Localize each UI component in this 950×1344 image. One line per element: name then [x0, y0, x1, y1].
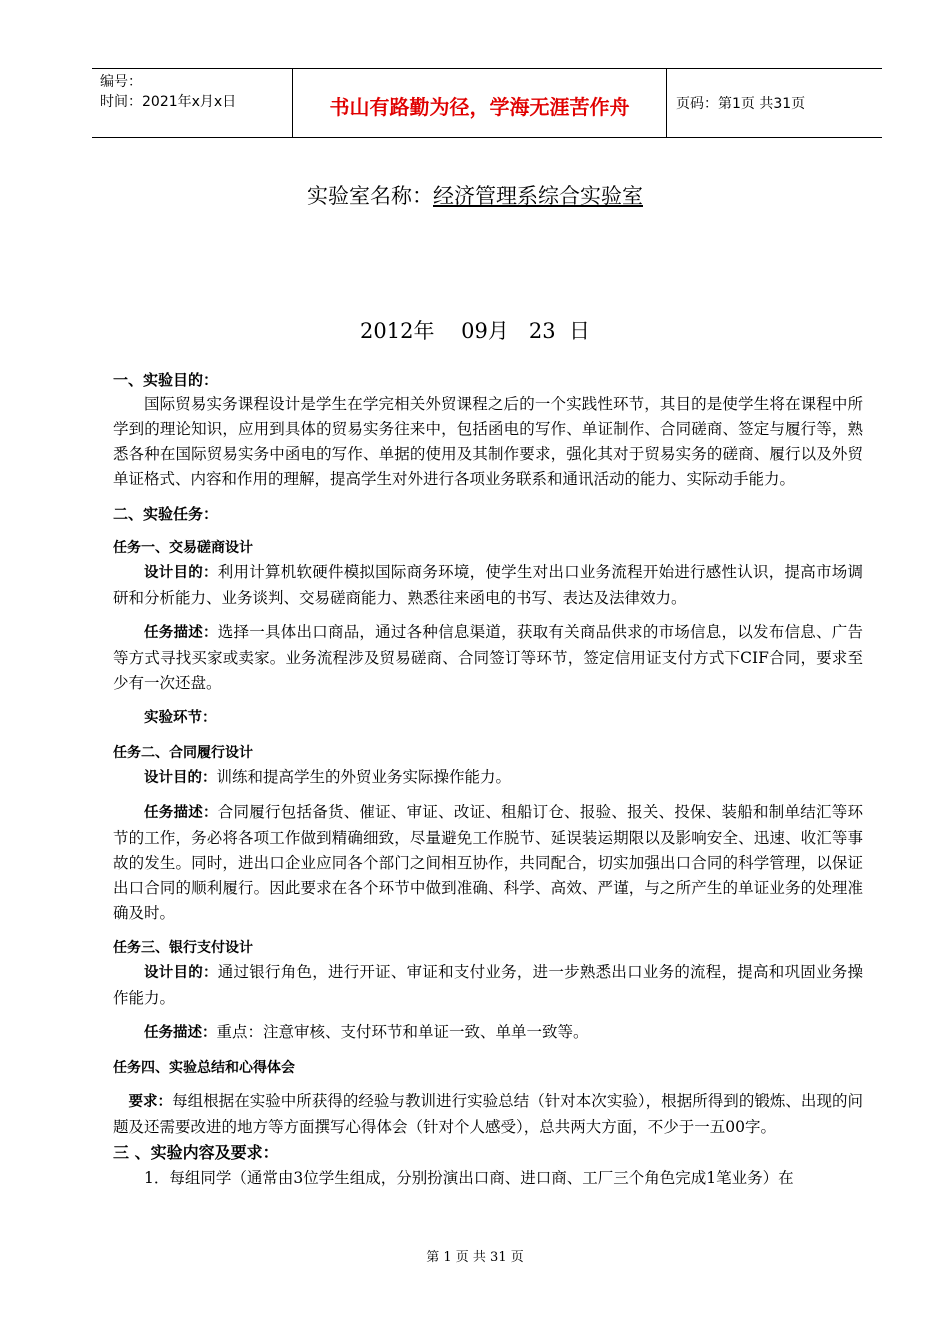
document-date: 2012年 09月 23 日	[360, 319, 590, 343]
task-3-description	[113, 1020, 863, 1046]
task-4-requirement	[113, 1089, 863, 1140]
document-time: 时间：2021年x月x日	[100, 94, 237, 110]
task-1-goal-label: 设计目的：	[144, 565, 218, 581]
task-1-link-label: 实验环节：	[144, 710, 217, 726]
task-4-heading: 任务四、实验总结和心得体会	[113, 1060, 295, 1076]
motto: 书山有路勤为径，学海无涯苦作舟	[329, 95, 630, 119]
task-2-desc-text: 合同履行包括备货、催证、审证、改证、租船订仓、报验、报关、投保、装船和制单结汇等环节的工作，务必将各项工作做到精确细致，尽量避免工作脱节、延误装运期限以及影响安全、迅速、收汇等事故的发生。同时，进出口企业应同各个部门之间相互协作，共同配合，切实加强出口合同的科学管理，以保证出口合同的顺利履行。因此要求在各个环节中做到准确、科学、高效、严谨，与之所产生的单证业务的处理准确及时。	[113, 803, 864, 922]
task-3-heading: 任务三、银行支付设计	[113, 940, 253, 956]
lab-title-prefix: 实验室名称：	[307, 184, 433, 208]
header-info-cell	[92, 69, 292, 137]
header-motto-cell	[292, 69, 667, 137]
task-1-link	[113, 705, 863, 731]
document-header	[92, 68, 882, 138]
task-3-goal-text: 通过银行角色，进行开证、审证和支付业务，进一步熟悉出口业务的流程，提高和巩固业务操作能力。	[113, 963, 864, 1007]
header-page-cell	[666, 69, 882, 137]
section-1-paragraph: 国际贸易实务课程设计是学生在学完相关外贸课程之后的一个实践性环节，其目的是使学生将在课程中所学到的理论知识，应用到具体的贸易实务往来中，包括函电的写作、单证制作、合同磋商、签定与履行等，熟悉各种在国际贸易实务中函电的写作、单据的使用及其制作要求，强化其对于贸易实务的磋商、履行以及外贸单证格式、内容和作用的理解，提高学生对外进行各项业务联系和通讯活动的能力、实际动手能力。	[113, 395, 863, 488]
task-1-goal-text: 利用计算机软硬件模拟国际商务环境，使学生对出口业务流程开始进行感性认识，提高市场调研和分析能力、业务谈判、交易磋商能力、熟悉往来函电的书写、表达及法律效力。	[113, 563, 864, 607]
task-2-goal-label: 设计目的：	[144, 770, 217, 786]
section-3-heading: 三 、实验内容及要求：	[113, 1143, 279, 1162]
section-3-item-1: 1．每组同学（通常由3位学生组成，分别扮演出口商、进口商、工厂三个角色完成1笔业务）在	[144, 1169, 794, 1187]
page-info: 页码：第1页 共31页	[676, 96, 806, 112]
task-3-desc-text: 重点：注意审核、支付环节和单证一致、单单一致等。	[216, 1023, 589, 1041]
task-2-heading: 任务二、合同履行设计	[113, 745, 253, 761]
task-3-desc-label: 任务描述：	[144, 1025, 217, 1041]
task-2-desc-label: 任务描述：	[144, 805, 218, 821]
task-2-description	[113, 800, 863, 926]
section-2-heading: 二、实验任务：	[113, 505, 219, 523]
lab-title	[0, 180, 950, 210]
page-footer: 第 1 页 共 31 页	[426, 1250, 524, 1265]
section-1-heading: 一、实验目的：	[113, 371, 219, 389]
document-body	[113, 368, 863, 1191]
task-2-goal-text: 训练和提高学生的外贸业务实际操作能力。	[216, 768, 512, 786]
task-1-description	[113, 620, 863, 696]
task-3-goal-label: 设计目的：	[144, 965, 218, 981]
task-1-goal	[113, 560, 863, 611]
task-1-desc-text: 选择一具体出口商品，通过各种信息渠道，获取有关商品供求的市场信息，以发布信息、广告等方式寻找买家或卖家。业务流程涉及贸易磋商、合同签订等环节，签定信用证支付方式下CIF合同，要求至少有一次还盘。	[113, 623, 864, 692]
task-2-goal	[113, 765, 863, 791]
task-1-heading: 任务一、交易磋商设计	[113, 540, 253, 556]
task-3-goal	[113, 960, 863, 1011]
document-number: 编号：	[100, 74, 142, 90]
task-4-req-text: 每组根据在实验中所获得的经验与教训进行实验总结（针对本次实验），根据所得到的锻炼、出现的问题及还需要改进的地方等方面撰写心得体会（针对个人感受），总共两大方面，不少于一五00字。	[113, 1092, 864, 1136]
task-1-desc-label: 任务描述：	[144, 625, 218, 641]
task-4-req-label: 要求：	[128, 1094, 173, 1110]
lab-name: 经济管理系综合实验室	[433, 184, 643, 208]
